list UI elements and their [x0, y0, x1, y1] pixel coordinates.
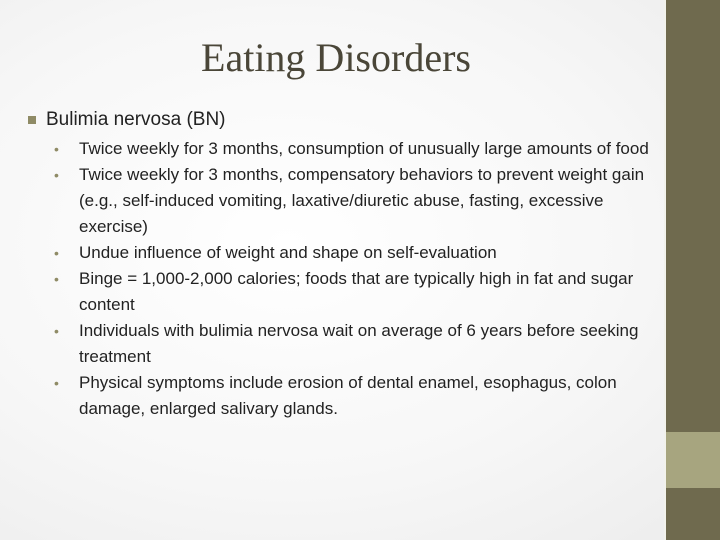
dot-bullet-icon: • [54, 323, 59, 339]
dot-bullet-icon: • [54, 271, 59, 287]
list-item [54, 136, 658, 162]
slide-content [28, 108, 660, 422]
square-bullet-icon [28, 116, 36, 124]
dot-bullet-icon: • [54, 375, 59, 391]
bullet-text: Twice weekly for 3 months, consumption of unusually large amounts of food [79, 139, 649, 158]
bullet-text: Twice weekly for 3 months, compensatory behaviors to prevent weight gain (e.g., self-induced vomiting, laxative/diuretic abuse, fasting, excessive exercise) [79, 165, 645, 236]
dot-bullet-icon: • [54, 245, 59, 261]
slide-title: Eating Disorders [201, 35, 471, 80]
bullet-text: Binge = 1,000-2,000 calories; foods that are typically high in fat and sugar content [79, 269, 634, 314]
sidebar-accent-block [666, 432, 720, 488]
section-heading-row [28, 108, 660, 132]
list-item [54, 240, 658, 266]
list-item [54, 162, 658, 240]
bullet-text: Individuals with bulimia nervosa wait on average of 6 years before seeking treatment [79, 321, 639, 366]
dot-bullet-icon: • [54, 167, 59, 183]
list-item [54, 266, 658, 318]
bullet-text: Undue influence of weight and shape on self-evaluation [79, 243, 497, 262]
list-item [54, 370, 658, 422]
section-heading: Bulimia nervosa (BN) [46, 109, 226, 130]
bullet-text: Physical symptoms include erosion of dental enamel, esophagus, colon damage, enlarged salivary glands. [79, 373, 617, 418]
list-item [54, 318, 658, 370]
bullet-list [28, 136, 660, 422]
dot-bullet-icon: • [54, 141, 59, 157]
